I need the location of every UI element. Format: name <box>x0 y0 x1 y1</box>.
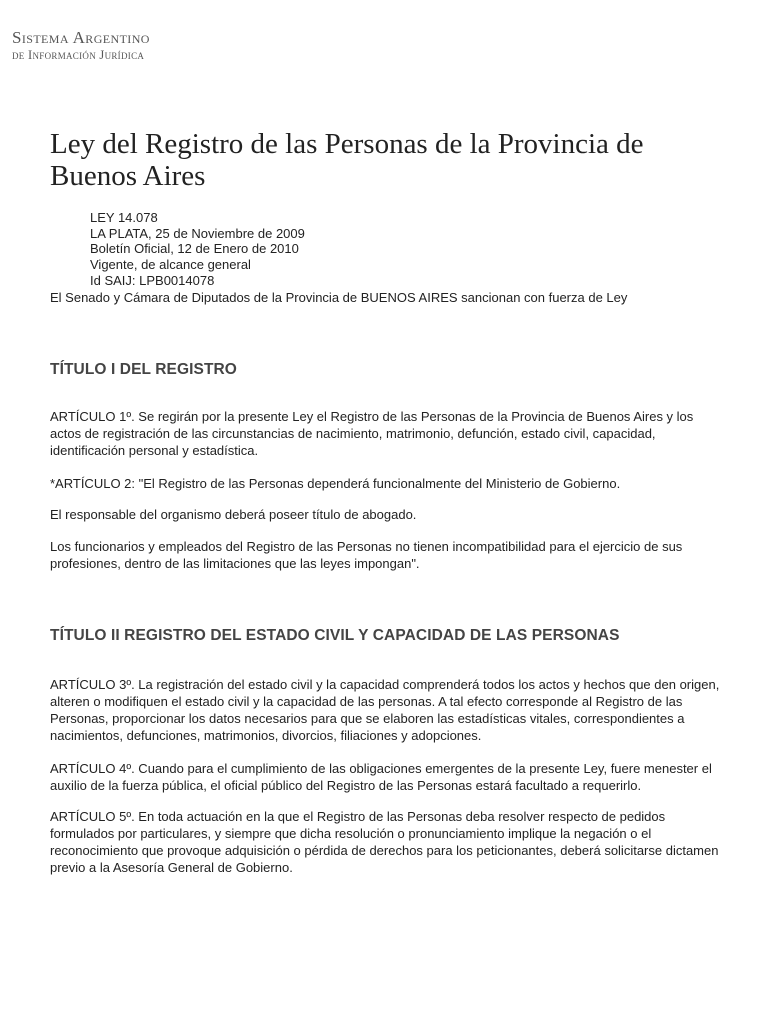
law-place-date: LA PLATA, 25 de Noviembre de 2009 <box>90 225 305 241</box>
saij-id: Id SAIJ: LPB0014078 <box>90 272 215 288</box>
section-title-1: TÍTULO I DEL REGISTRO <box>50 361 237 378</box>
enactment-clause: El Senado y Cámara de Diputados de la Provincia de BUENOS AIRES sancionan con fuerza de Ley <box>50 290 628 305</box>
law-metadata <box>90 210 305 289</box>
validity-status: Vigente, de alcance general <box>90 257 251 273</box>
saij-logo <box>12 29 150 62</box>
official-bulletin-date: Boletín Oficial, 12 de Enero de 2010 <box>90 241 299 257</box>
article-2-paragraph-2: El responsable del organismo deberá poseer título de abogado. <box>50 507 417 522</box>
logo-line-1: Sistema Argentino <box>12 28 150 47</box>
article-5: ARTÍCULO 5º. En toda actuación en la que el Registro de las Personas deba resolver respecto de pedidos formulados por particulares, y siempre que dicha resolución o pronunciamiento implique la negación o el reconocimiento que provoque adquisición o pérdida de derechos para los peticionantes, deberá solicitarse dictamen previo a la Asesoría General de Gobierno. <box>50 809 719 875</box>
section-title-2: TÍTULO II REGISTRO DEL ESTADO CIVIL Y CAPACIDAD DE LAS PERSONAS <box>50 627 620 644</box>
article-1: ARTÍCULO 1º. Se regirán por la presente Ley el Registro de las Personas de la Provincia de Buenos Aires y los actos de registración de las circunstancias de nacimiento, matrimonio, defunción, estado civil, capacidad, identificación personal y estadística. <box>50 409 694 458</box>
article-2-paragraph-3: Los funcionarios y empleados del Registro de las Personas no tienen incompatibilidad para el ejercicio de sus profesiones, dentro de las limitaciones que las leyes impongan". <box>50 539 683 571</box>
article-2: *ARTÍCULO 2: "El Registro de las Personas dependerá funcionalmente del Ministerio de Gobierno. <box>50 476 621 491</box>
law-number: LEY 14.078 <box>90 210 158 225</box>
document-title: Ley del Registro de las Personas de la Provincia de Buenos Aires <box>50 128 644 192</box>
article-4: ARTÍCULO 4º. Cuando para el cumplimiento de las obligaciones emergentes de la presente Ley, fuere menester el auxilio de la fuerza pública, el oficial público del Registro de las Personas estará facultado a requerirlo. <box>50 761 712 793</box>
article-3: ARTÍCULO 3º. La registración del estado civil y la capacidad comprenderá todos los actos y hechos que den origen, alteren o modifiquen el estado civil y la capacidad de las personas. A tal efecto corresponde al Registro de las Personas, proporcionar los datos necesarios para que se elaboren las estadísticas vitales, correspondientes a nacimientos, defunciones, matrimonios, divorcios, filiaciones y adopciones. <box>50 677 720 743</box>
logo-line-2: de Información Jurídica <box>12 48 145 62</box>
